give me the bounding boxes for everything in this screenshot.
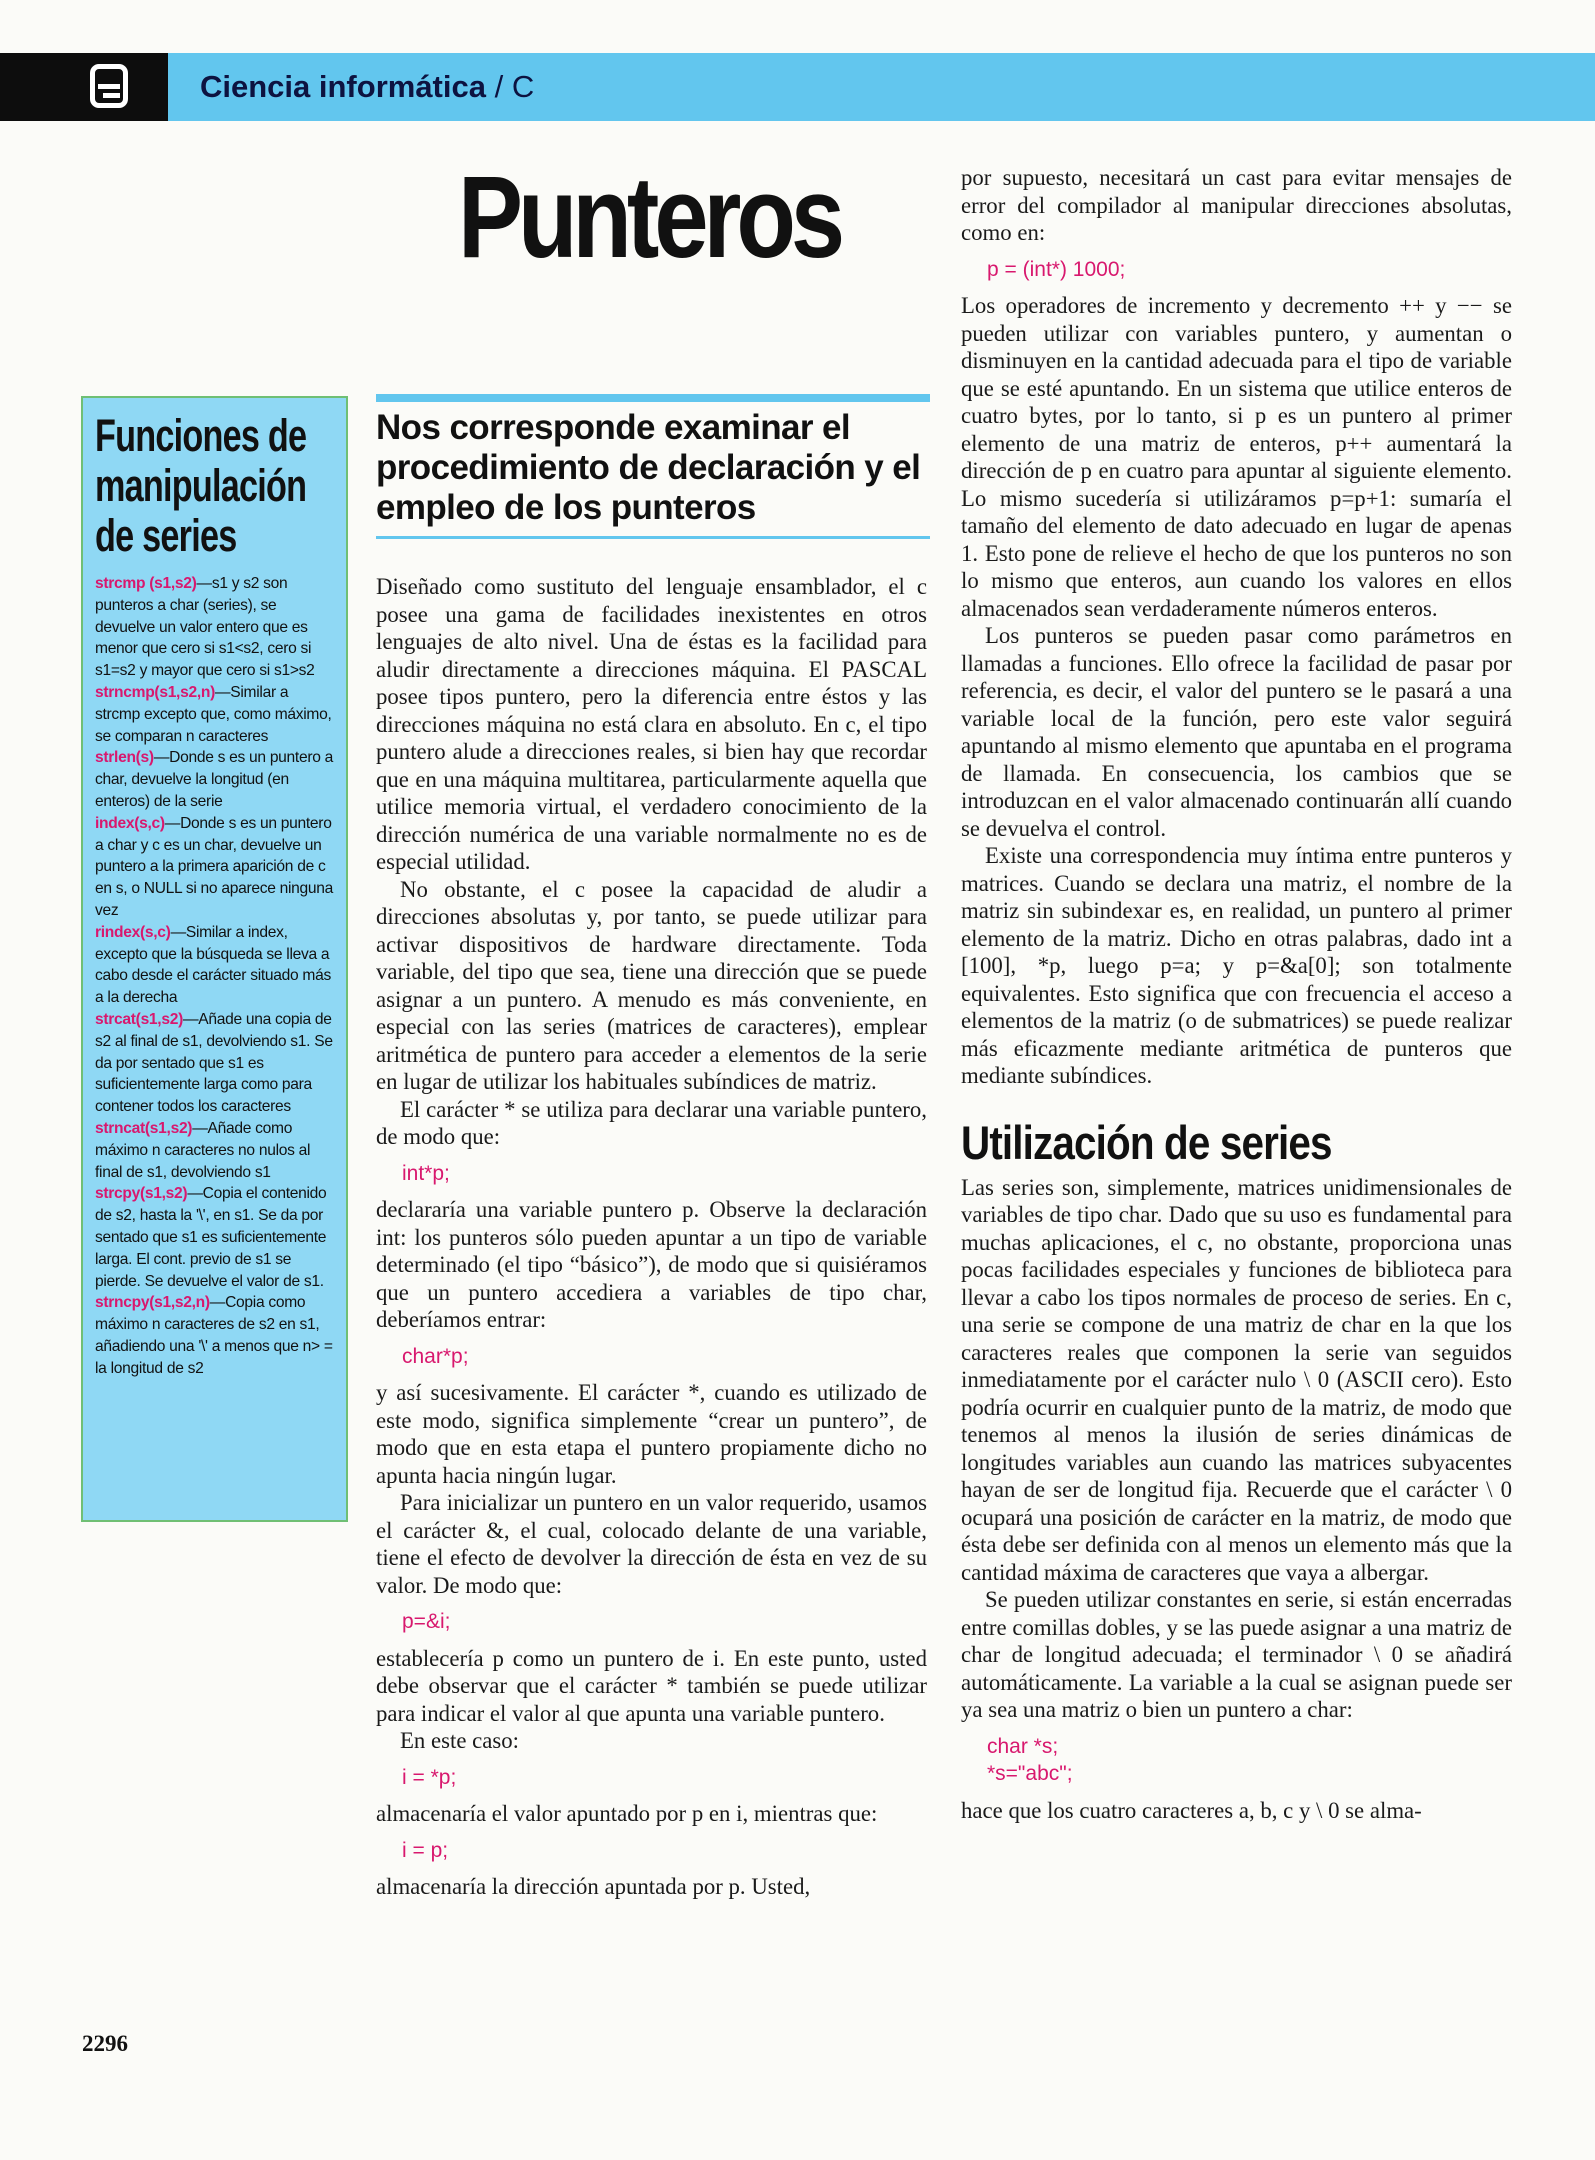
paragraph: En este caso:: [400, 1728, 520, 1753]
function-name: rindex(s,c): [95, 923, 171, 941]
code-snippet: p=&i;: [402, 1610, 451, 1633]
code-line: char *s;: [987, 1734, 1059, 1758]
paragraph: Para inicializar un puntero en un valor requerido, usamos el carácter &, el cual, colocado delante de una variable, tiene el efecto de devolver la dirección de ésta en vez de su valor. De modo que:: [376, 1490, 927, 1598]
function-name: strncmp(s1,s2,n): [95, 683, 215, 701]
paragraph: almacenaría el valor apuntado por p en i, mientras que:: [376, 1801, 878, 1826]
code-snippet: i = *p;: [402, 1765, 457, 1789]
section-heading: Utilización de series: [961, 1115, 1332, 1169]
section-header-bar: [0, 53, 1595, 121]
paragraph: almacenaría la dirección apuntada por p. Usted,: [376, 1874, 811, 1899]
paragraph: Las series son, simplemente, matrices unidimensionales de variables de tipo char. Dado que su uso es fundamental para muchas aplicaciones, el c, no obstante, proporciona unas pocas facilidades especiales y funciones de biblioteca para llevar a cabo los tipos normales de proceso de series. En c, una serie se compone de una matriz de char en la que los caracteres reales que componen la serie van seguidos inmediatamente por el carácter nulo \ 0 (ASCII cero). Esto podría ocurrir en cualquier punto de la matriz, de modo que tenemos al menos la ilusión de series dinámicas de longitudes variables aun cuando las matrices subyacentes hayan de ser de longitud fija. Recuerde que el carácter \ 0 ocupará una posición de carácter en la matriz, de modo que ésta debe ser definida con al menos un elemento más que la cantidad máxima de caracteres que vaya a albergar.: [961, 1174, 1512, 1585]
section-subtitle: / C: [485, 69, 535, 104]
paragraph: hace que los cuatro caracteres a, b, c y \ 0 se alma-: [961, 1797, 1422, 1823]
function-description: —Donde s es un puntero a char y c es un char, devuelve un puntero a la primera aparición de c en s, o NULL si no aparece ninguna vez: [95, 814, 334, 919]
paragraph: Los operadores de incremento y decremento ++ y −− se pueden utilizar con variables puntero, y aumentan o disminuyen en la cantidad adecuada para el tipo de variable que se esté apuntando. En un sistema que utilice enteros de cuatro bytes, por lo tanto, si p es un puntero al primer elemento de una matriz de enteros, p++ aumentará la dirección de p en cuatro para apuntar al siguiente elemento. Lo mismo sucedería si utilizáramos p=p+1: sumaría el tamaño del elemento de dato adecuado en lugar de apenas 1. Esto pone de relieve el hecho de que los punteros no son lo mismo que enteros, aun cuando los valores en ellos almacenados sean verdaderamente números enteros.: [961, 293, 1512, 621]
sidebar-box: [81, 396, 348, 1522]
code-snippet: int*p;: [402, 1161, 450, 1185]
paragraph: Se pueden utilizar constantes en serie, si están encerradas entre comillas dobles, y se las puede asignar a una matriz de char de longitud adecuada; el terminador \ 0 se añadirá automáticamente. La variable a la cual se asignan puede ser ya sea una matriz o bien un puntero a char:: [961, 1587, 1512, 1722]
paragraph: y así sucesivamente. El carácter *, cuando es utilizado de este modo, significa simplemente “crear un puntero”, de modo que en esta etapa el puntero propiamente dicho no apunta hacia ningún lugar.: [376, 1380, 927, 1488]
function-name: strcmp (s1,s2): [95, 575, 197, 592]
code-snippet: char*p;: [402, 1344, 469, 1368]
function-description: —Donde s es un puntero a char, devuelve la longitud (en enteros) de la serie: [95, 749, 334, 810]
text-column-right: [961, 164, 1512, 1824]
section-name: Ciencia informática: [200, 69, 486, 104]
sidebar-entry: [95, 813, 334, 922]
function-description: —Añade una copia de s2 al final de s1, devolviendo s1. Se da por sentado que s1 es suficientemente larga como para contener todos los caracteres: [95, 1010, 333, 1116]
paragraph: declararía una variable puntero p. Observe la declaración int: los punteros sólo pueden apuntar a un tipo de variable determinado (el tipo “básico”), de modo que si quisiéramos que un puntero accediera a variables de tipo char, deberíamos entrar:: [376, 1197, 927, 1332]
sidebar-entry: [95, 1118, 334, 1183]
function-name: strcpy(s1,s2): [95, 1185, 188, 1203]
code-snippet: i = p;: [402, 1838, 449, 1862]
function-name: strncat(s1,s2): [95, 1119, 193, 1137]
code-snippet: [987, 1760, 1512, 1788]
section-title: [200, 69, 534, 105]
code-snippet: p = (int*) 1000;: [987, 257, 1126, 281]
article-subtitle: Nos corresponde examinar el procedimiento de declaración y el empleo de los punteros: [376, 408, 921, 527]
sidebar-title: Funciones de manipulación de series: [95, 410, 307, 561]
sidebar-entry: [95, 1292, 334, 1379]
computer-icon: [90, 64, 128, 108]
sidebar-entry: [95, 573, 334, 682]
paragraph: El carácter * se utiliza para declarar una variable puntero, de modo que:: [376, 1096, 927, 1149]
text-column-left: [376, 573, 927, 1901]
sidebar-entry: [95, 1009, 334, 1118]
function-description: —Similar a index, excepto que la búsqueda se lleva a cabo desde el carácter situado más a la derecha: [95, 923, 331, 1007]
function-name: strlen(s): [95, 749, 154, 767]
function-name: strcat(s1,s2): [95, 1010, 183, 1028]
sidebar-entry: [95, 1183, 334, 1292]
code-line: *s="abc";: [987, 1762, 1073, 1785]
function-description: —Copia como máximo n caracteres de s2 en s1, añadiendo una '\' a menos que n> = la longitud de s2: [95, 1294, 333, 1377]
subtitle-divider-top: [376, 394, 930, 402]
page-title: Punteros: [458, 152, 840, 282]
sidebar-entry: [95, 682, 334, 747]
paragraph: establecería p como un puntero de i. En este punto, usted debe observar que el carácter * también se puede utilizar para indicar el valor al que apunta una variable puntero.: [376, 1645, 927, 1726]
paragraph: Los punteros se pueden pasar como parámetros en llamadas a funciones. Ello ofrece la facilidad de pasar por referencia, es decir, el valor del puntero se le pasará a una variable local de la función, pero este valor seguirá apuntando al mismo elemento que apuntaba en el programa de llamada. En consecuencia, los cambios que se introduzcan en el valor almacenado continuarán allí cuando se devuelva el control.: [961, 623, 1512, 841]
page-number: 2296: [82, 2031, 128, 2056]
paragraph: Existe una correspondencia muy íntima entre punteros y matrices. Cuando se declara una matriz, el nombre de la matriz sin subindexar es, en realidad, un puntero al primer elemento de la matriz. Dicho en otras palabras, dado int a [100], *p, luego p=a; y p=&a[0]; son totalmente equivalentes. Esto significa que con frecuencia el acceso a elementos de la matriz (o de submatrices) se puede realizar más eficazmente mediante aritmética de punteros que mediante subíndices.: [961, 843, 1512, 1088]
section-icon-box: [0, 53, 168, 121]
function-description: —s1 y s2 son punteros a char (series), se devuelve un valor entero que es menor que cero si s1<s2, cero si s1=s2 y mayor que cero si s1>s2: [95, 575, 315, 680]
code-snippet: [987, 1733, 1512, 1761]
paragraph: Diseñado como sustituto del lenguaje ensamblador, el c posee una gama de facilidades inexistentes en otros lenguajes de alto nivel. Una de éstas es la facilidad para aludir directamente a direcciones máquina. El PASCAL posee tipos puntero, pero la diferencia entre éstos y las direcciones máquina no está clara en absoluto. En c, el tipo puntero alude a direcciones reales, si bien hay que recordar que en una máquina multitarea, particularmente aquella que utilice memoria virtual, el verdadero conocimiento de la dirección numérica de una variable normalmente no es de especial utilidad.: [376, 574, 927, 874]
function-description: —Similar a strcmp excepto que, como máximo, se comparan n caracteres: [95, 683, 332, 745]
paragraph: por supuesto, necesitará un cast para evitar mensajes de error del compilador al manipular direcciones absolutas, como en:: [961, 165, 1512, 245]
function-name: index(s,c): [95, 814, 165, 832]
function-name: strncpy(s1,s2,n): [95, 1294, 210, 1312]
function-description: —Copia el contenido de s2, hasta la '\', en s1. Se da por sentado que s1 es suficientemente larga. El cont. previo de s1 se pierde. Se devuelve el valor de s1.: [95, 1185, 327, 1290]
sidebar-entry: [95, 922, 334, 1009]
sidebar-entry: [95, 747, 334, 812]
subtitle-divider-bottom: [376, 536, 930, 539]
function-description: —Añade como máximo n caracteres no nulos al final de s1, devolviendo s1: [95, 1119, 311, 1181]
paragraph: No obstante, el c posee la capacidad de aludir a direcciones absolutas y, por tanto, se puede utilizar para activar dispositivos de hardware directamente. Toda variable, del tipo que sea, tiene una dirección que se puede asignar a un puntero. A menudo es más conveniente, en especial con las series (matrices de caracteres), emplear aritmética de puntero para acceder a elementos de la serie en lugar de utilizar los habituales subíndices de matriz.: [376, 876, 927, 1094]
